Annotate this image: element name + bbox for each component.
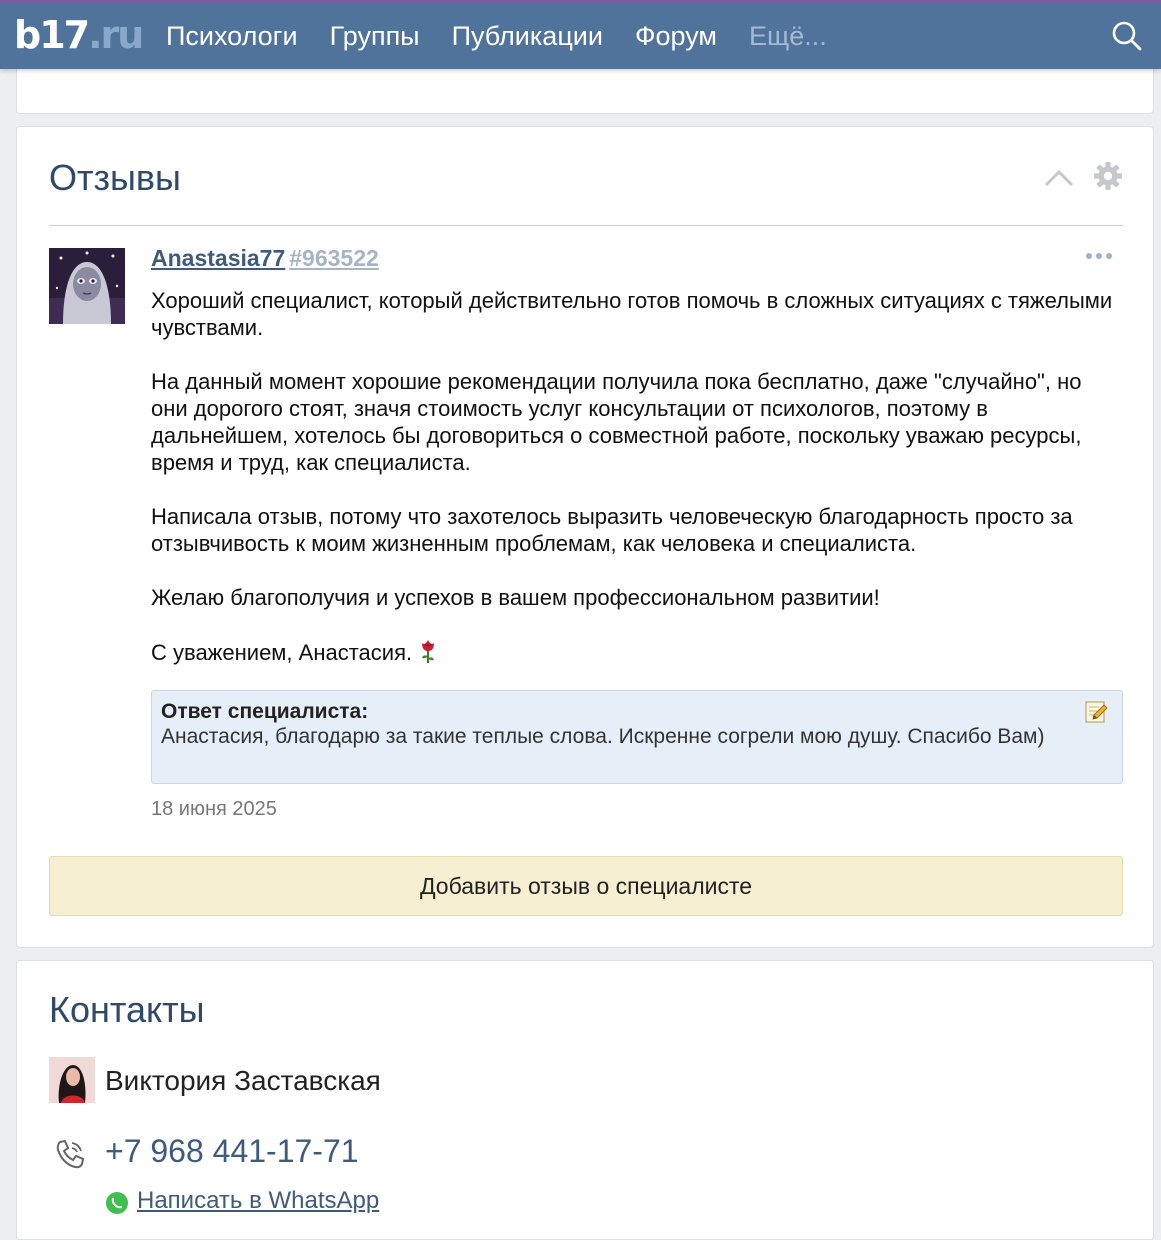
reviewer-avatar[interactable] xyxy=(49,248,125,324)
nav-psychologists[interactable]: Психологи xyxy=(166,20,298,51)
search-icon[interactable] xyxy=(1111,20,1143,52)
review-paragraph: Написала отзыв, потому что захотелось выразить человеческую благодарность просто за отзывчивость к моим жизненным проблемам, как человека и специалиста. xyxy=(151,504,1073,556)
whatsapp-icon xyxy=(105,1191,129,1215)
contacts-section xyxy=(16,960,1154,1240)
nav-groups[interactable]: Группы xyxy=(329,20,420,51)
review-paragraph: Желаю благополучия и успехов в вашем профессиональном развитии! xyxy=(151,585,880,610)
nav-forum[interactable]: Форум xyxy=(634,20,717,51)
more-options-icon[interactable] xyxy=(1085,251,1113,261)
nav-more[interactable]: Ещё... xyxy=(748,20,827,51)
review-author-link[interactable]: Anastasia77 xyxy=(151,245,286,271)
answer-text: Анастасия, благодарю за такие теплые слова. Искренне согрели мою душу. Спасибо Вам) xyxy=(161,725,1045,748)
nav-publications[interactable]: Публикации xyxy=(451,20,603,51)
answer-label: Ответ специалиста: xyxy=(161,700,369,723)
specialist-avatar[interactable] xyxy=(49,1057,95,1103)
review-signature-line xyxy=(151,638,1123,666)
phone-link[interactable]: +7 968 441-17-71 xyxy=(105,1133,359,1169)
reviews-title: Отзывы xyxy=(49,157,181,198)
logo-main: b17 xyxy=(14,13,89,57)
review-signature: С уважением, Анастасия. xyxy=(151,640,413,665)
logo-suffix: .ru xyxy=(88,13,143,57)
review-header xyxy=(151,245,379,272)
site-logo[interactable] xyxy=(14,13,142,57)
review-date: 18 июня 2025 xyxy=(151,798,277,820)
specialist-name: Виктория Заставская xyxy=(105,1065,381,1096)
edit-icon[interactable] xyxy=(1084,700,1108,724)
review-paragraph: На данный момент хорошие рекомендации получила пока бесплатно, даже "случайно", но они дорогого стоят, значя стоимость услуг консультации от психологов, поэтому в дальнейшем, хотелось бы договориться о совместной работе, поскольку уважаю ресурсы, время и труд, как специалиста. xyxy=(151,369,1082,475)
rose-icon xyxy=(418,638,438,664)
phone-icon xyxy=(53,1137,87,1171)
add-review-button[interactable]: Добавить отзыв о специалисте xyxy=(49,856,1123,916)
top-navigation-bar xyxy=(0,0,1161,69)
section-divider xyxy=(49,225,1123,226)
contacts-title: Контакты xyxy=(49,989,205,1030)
specialist-answer xyxy=(151,690,1123,784)
review-paragraph: Хороший специалист, который действительно готов помочь в сложных ситуациях с тяжелыми чувствами. xyxy=(151,288,1113,340)
whatsapp-link[interactable]: Написать в WhatsApp xyxy=(137,1187,380,1214)
main-nav xyxy=(150,3,843,69)
review-id-link[interactable]: #963522 xyxy=(289,245,379,271)
reviews-section xyxy=(16,126,1154,948)
review-body xyxy=(151,287,1123,693)
chevron-up-icon[interactable] xyxy=(1043,165,1075,189)
gear-icon[interactable] xyxy=(1093,161,1123,191)
